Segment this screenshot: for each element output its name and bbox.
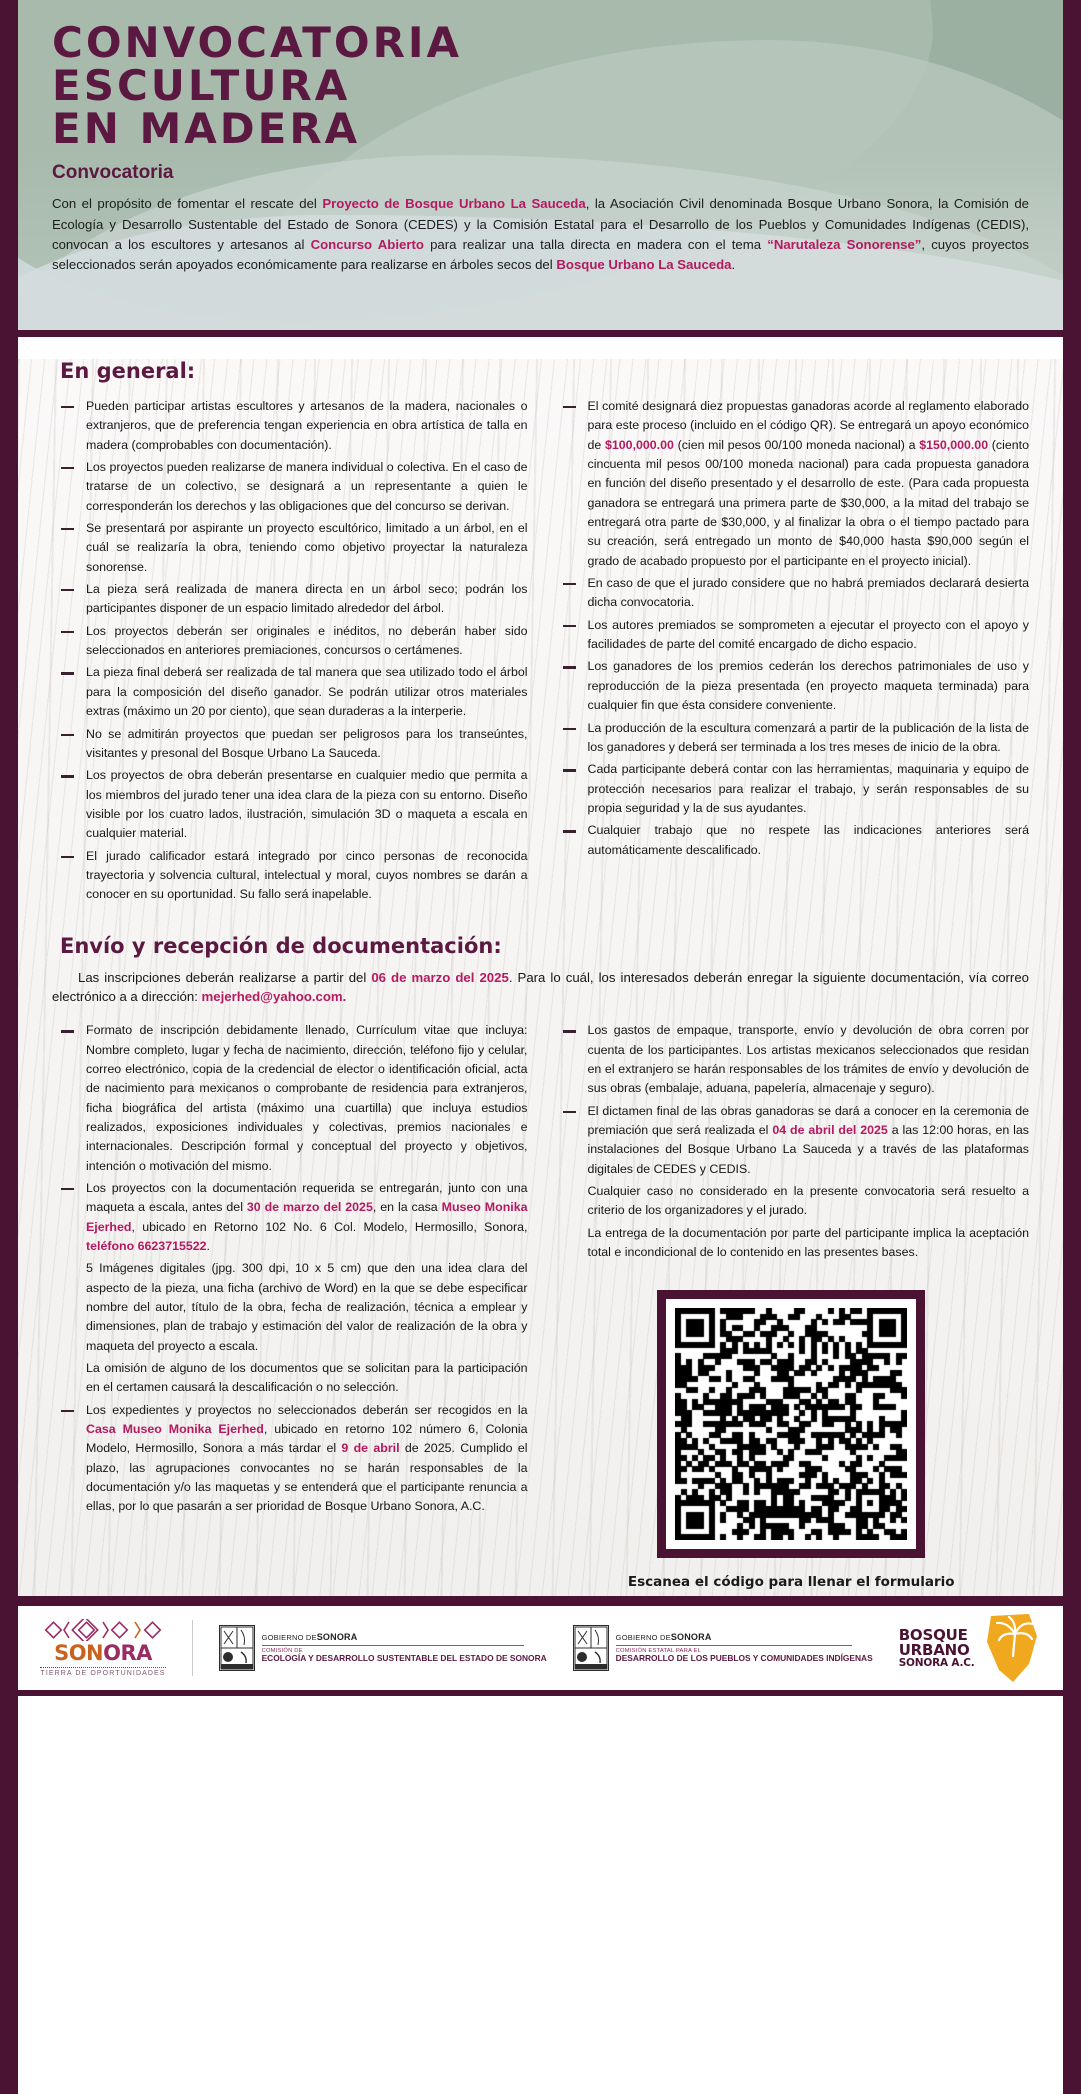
cedis-gobierno-line (616, 1632, 873, 1642)
general-right-column (554, 397, 1030, 908)
sonora-word-b: ORA (103, 1641, 152, 1666)
sonora-map-palm-icon (979, 1612, 1041, 1684)
cedis-name: DESARROLLO DE LOS PUEBLOS Y COMUNIDADES INDÍGENAS (615, 1653, 873, 1664)
list-item (52, 1021, 528, 1176)
bosque-line-3: SONORA A.C. (898, 1657, 975, 1670)
item-text: Se presentará por aspirante un proyecto escultórico, limitado a un árbol, en el cuál se realizaría la obra, teniendo como objetivo proyectar la naturaleza sonorense. (86, 521, 528, 574)
item-text: Los proyectos deberán ser originales e inéditos, no deberán haber sido seleccionados en anteriores premiaciones, concursos o certámenes. (86, 623, 528, 658)
list-item (554, 1021, 1030, 1098)
item-text: En caso de que el jurado considere que no habrá premiados declarará desierta dicha convocatoria. (587, 576, 1029, 610)
envio-right-list (554, 1021, 1030, 1262)
text-run-1: 06 de marzo del 2025 (371, 969, 509, 985)
footer-divider-line-1 (192, 1620, 193, 1676)
sonora-tagline: TIERRA DE OPORTUNIDADES (40, 1667, 165, 1677)
highlight-text: 04 de abril del 2025 (772, 1122, 888, 1137)
intro-paragraph (18, 190, 1063, 286)
text-run-5: “Narutaleza Sonorense” (767, 236, 922, 252)
item-text: La pieza final deberá ser realizada de tal manera que sea utilizado todo el árbol para la composición del diseño ganador. Se podrán utilizar otros materiales extras (máximo un 20 por ciento), que sean duraderas a la interperie. (86, 665, 528, 719)
item-text: El comité designará diez propuestas ganadoras acorde al reglamento elaborado para este proceso (incluido en el código QR). Se entregará un apoyo económico de (587, 399, 1030, 452)
list-item (52, 1259, 528, 1356)
text-run-0: Las inscripciones deberán realizarse a partir del (78, 969, 372, 985)
list-item (554, 719, 1030, 758)
envio-right-column (554, 1021, 1030, 1590)
item-text: La entrega de la documentación por parte del participante implica la aceptación total e incondicional de lo contenido en las presentes bases. (587, 1225, 1029, 1259)
sonora-word-a: SON (54, 1641, 104, 1666)
highlight-text: Casa Museo Monika Ejerhed (86, 1422, 264, 1437)
item-text: No se admitirán proyectos que puedan ser peligrosos para los transeúntes, visitantes y presonal del Bosque Urbano La Sauceda. (86, 726, 528, 760)
list-item (52, 519, 528, 577)
poster-header (18, 0, 1063, 330)
list-item (52, 1359, 528, 1398)
title-line-1: CONVOCATORIA (52, 18, 463, 67)
list-item (52, 725, 528, 764)
item-text: La pieza será realizada de manera directa en un árbol seco; podrán los participantes disponer de un espacio limitado alrededor del árbol. (86, 582, 528, 616)
poster-body (18, 359, 1063, 1596)
item-text: La producción de la escultura comenzará a partir de la publicación de la lista de los ganadores y deberá ser terminada a los tres meses de inicio de la obra. (587, 720, 1029, 754)
highlight-text: Museo Monika Ejerhed (86, 1200, 528, 1234)
item-text: Pueden participar artistas escultores y artesanos de la madera, nacionales o extranjeros, que de preferencia tengan experiencia en obra artística de talla en madera (comprobables con documentación). (86, 399, 528, 452)
list-item (554, 821, 1030, 860)
list-item (554, 574, 1030, 613)
cedes-name: ECOLOGÍA Y DESARROLLO SUSTENTABLE DEL ESTADO DE SONORA (261, 1653, 547, 1664)
qr-frame (657, 1290, 925, 1558)
general-right-list (554, 397, 1030, 860)
list-item (554, 1224, 1030, 1263)
item-text: La omisión de alguno de los documentos que se solicitan para la participación en el certamen causará la descalificación o no selección. (86, 1361, 528, 1395)
page-title (52, 18, 1029, 153)
text-run-4: para realizar una talla directa en madera con el tema (423, 236, 768, 252)
section-title-general: En general: (60, 359, 196, 383)
item-text: de 2025. Cumplido el plazo, las agrupaciones convocantes no se harán responsables de la documentación y/o las maquetas y se entenderá que el participante renuncia a ellas, por lo que pasarán a ser prioridad de Bosque Urbano Sonora, A.C. (86, 1441, 528, 1514)
item-text: , ubicado en retorno 102 número 6, Colonia Modelo, Hermosillo, Sonora a más tardar el (86, 1422, 528, 1456)
text-run-0: Con el propósito de fomentar el rescate del (52, 196, 323, 212)
item-text: (ciento cincuenta mil pesos 00/100 moneda nacional) para cada propuesta ganadora en función del diseño presentado y el desarrollo de este. (Para cada propuesta ganadora se entregará una primera parte de $30,000, a la mitad del trabajo se entregará otra parte de $30,000, y al finalizar la obra o el tiempo pactado para su creación, será entregado un monto de $40,000 hasta $90,000 según el grado de acabado propuesto por el participante en el proyecto inicial). (587, 437, 1029, 568)
list-item (554, 760, 1030, 818)
general-columns (18, 397, 1063, 908)
list-item (52, 766, 528, 843)
item-text: Los autores premiados se somprometen a ejecutar el proyecto con el apoyo y facilidades de parte del comité encargado de dicho espacio. (587, 617, 1029, 652)
qr-block (554, 1290, 1030, 1590)
list-item (52, 397, 528, 455)
highlight-text: 9 de abril (341, 1441, 400, 1456)
footer-logos (18, 1606, 1063, 1690)
item-text: Los proyectos de obra deberán presentarse en cualquier medio que permita a los miembros del jurado tener una idea clara de la pieza con su entorno. Diseño visible por los cuatro lados, ilustración, simulación 3D o maqueta a escala en cualquier material. (86, 768, 528, 841)
footer-divider (18, 1596, 1063, 1606)
item-text: El jurado calificador estará integrado por cinco personas de reconocida trayectoria y solvencia cultural, intelectual y moral, cuyos nombres se darán a conocer en su oportunidad. Su fallo será inapelable. (86, 848, 528, 902)
cedis-kicker: COMISIÓN ESTATAL PARA EL (615, 1647, 702, 1654)
highlight-text: $100,000.00 (605, 437, 674, 452)
text-run-8: . (731, 256, 736, 272)
list-item (554, 1182, 1030, 1221)
envio-intro-paragraph (52, 968, 1029, 1008)
item-text: Los expedientes y proyectos no seleccionados deberán ser recogidos en la (86, 1402, 528, 1417)
logo-sonora (40, 1619, 165, 1677)
envio-left-column (52, 1021, 528, 1590)
list-item (554, 1102, 1030, 1179)
item-text: El dictamen final de las obras ganadoras se dará a conocer en la ceremonia de premiación que será realizada el (587, 1103, 1029, 1137)
cedes-sonora: SONORA (316, 1632, 358, 1643)
highlight-text: teléfono 6623715522 (86, 1238, 207, 1253)
title-line-3: EN MADERA (52, 103, 361, 153)
cedes-de: DE (305, 1633, 317, 1643)
item-text: . (206, 1238, 210, 1253)
envio-left-list (52, 1021, 528, 1517)
cedis-rule (616, 1645, 852, 1646)
logo-bosque-urbano (899, 1612, 1041, 1684)
sonora-coat-of-arms-icon-2 (573, 1625, 609, 1671)
highlight-text: $150,000.00 (919, 437, 989, 452)
text-run-6: , cuyos proyectos seleccionados serán apoyados económicamente para realizarse en árboles secos del (52, 236, 1029, 272)
sonora-diamonds-icon (43, 1619, 163, 1641)
logo-cedis (573, 1625, 873, 1671)
text-run-2: , la Asociación Civil denominada Bosque Urbano Sonora, la Comisión de Ecología y Desarrollo Sustentable del Estado de Sonora (CEDES) y la Comisión Estatal para el Desarrollo de los Pueblos y Comunidades Indígenas (CEDIS), convocan a los escultores y artesanos al (52, 196, 1029, 252)
list-item (52, 847, 528, 905)
item-text: Los proyectos con la documentación requerida se entregarán, junto con una maqueta a escala, antes del (86, 1180, 528, 1215)
text-run-2: . Para lo cuál, los interesados deberán enregar la siguiente documentación, vía correo electrónico a a dirección: (52, 969, 1029, 1005)
logo-cedes (219, 1625, 547, 1671)
cedes-rule (262, 1645, 524, 1646)
section-title-envio: Envío y recepción de documentación: (60, 933, 502, 958)
list-item (52, 622, 528, 661)
list-item (52, 663, 528, 721)
highlight-text: 30 de marzo del 2025 (246, 1200, 373, 1215)
item-text: Los ganadores de los premios cederán los derechos patrimoniales de uso y reproducción de la pieza presentada (en proyecto maqueta terminada) para cualquier fin que ésta considere conveniente. (587, 659, 1029, 713)
item-text: Formato de inscripción debidamente llenado, Currículum vitae que incluya: Nombre completo, lugar y fecha de nacimiento, dirección, teléfono fijo y celular, correo electrónico, copia de la credencial de elector o identificación oficial, acta de nacimiento para mexicanos o comprobante de residencia para extranjeros, ficha biográfica del artista (máximo una cuartilla) que incluya estudios realizados, exposiciones individuales y colectivas, premios nacionales e internacionales. Descripción formal y conceptual del proyecto y objetivos, intención o motivación del mismo. (86, 1023, 528, 1173)
diamond-row-icon (43, 1619, 163, 1641)
list-item (52, 458, 528, 516)
list-item (554, 616, 1030, 655)
item-text: a las 12:00 horas, en las instalaciones del Bosque Urbano La Sauceda y a través de las plataformas digitales de CEDES y CEDIS. (587, 1122, 1029, 1176)
cedis-sonora: SONORA (670, 1632, 712, 1643)
footer-bottom-strip (18, 1690, 1063, 1696)
cedes-kicker: COMISIÓN DE (261, 1647, 303, 1654)
sonora-wordmark (54, 1643, 152, 1664)
item-text: Cada participante deberá contar con las herramientas, maquinaria y equipo de protección necesarios para realizar el trabajo, y serán responsables de su propia seguridad y la de sus ayudantes. (587, 762, 1029, 815)
text-run-3: mejerhed@yahoo.com. (201, 989, 347, 1005)
general-left-list (52, 397, 528, 905)
cedes-gobierno-line (262, 1632, 547, 1642)
general-left-column (52, 397, 528, 908)
list-item (52, 1179, 528, 1256)
qr-code[interactable] (666, 1299, 916, 1549)
text-run-3: Concurso Abierto (310, 236, 424, 252)
cedes-gobierno: GOBIERNO (261, 1633, 304, 1643)
header-subheading: Convocatoria (52, 162, 174, 184)
title-line-2: ESCULTURA (52, 60, 351, 110)
item-text: Los gastos de empaque, transporte, envío y devolución de obra corren por cuenta de los participantes. Los artistas mexicanos seleccionados que residan en el extranjero se harán responsables de los trámites de envío y devolución de sus obras (embalaje, aduana, papelería, almacenaje y seguro). (587, 1023, 1029, 1096)
bosque-line-2: URBANO (898, 1640, 970, 1659)
bosque-wordmark (898, 1625, 975, 1670)
envio-columns (18, 1021, 1063, 1590)
sonora-coat-of-arms-icon (219, 1625, 255, 1671)
qr-caption: Escanea el código para llenar el formulario (627, 1574, 955, 1591)
list-item (554, 657, 1030, 715)
bosque-line-1: BOSQUE (898, 1625, 968, 1644)
item-text: Cualquier caso no considerado en la presente convocatoria será resuelto a criterio de los organizadores y el jurado. (587, 1183, 1029, 1218)
cedis-gobierno: GOBIERNO (615, 1633, 658, 1643)
item-text: 5 Imágenes digitales (jpg. 300 dpi, 10 x 5 cm) que den una idea clara del aspecto de la pieza, una ficha (archivo de Word) en la que se debe especificar nombre del autor, título de la obra, fecha de realización, técnica a emplear y dimensiones, plan de trabajo y estimación del valor de realización de la obra y maqueta del proyecto a escala. (86, 1261, 528, 1353)
list-item (52, 580, 528, 619)
text-run-7: Bosque Urbano La Sauceda (556, 256, 732, 272)
item-text: (cien mil pesos 00/100 moneda nacional) a (673, 437, 920, 452)
item-text: , ubicado en Retorno 102 No. 6 Col. Modelo, Hermosillo, Sonora, (131, 1219, 528, 1234)
list-item (52, 1401, 528, 1517)
list-item (554, 397, 1030, 571)
text-run-1: Proyecto de Bosque Urbano La Sauceda (322, 196, 586, 212)
cedis-de: DE (660, 1633, 671, 1643)
item-text: Cualquier trabajo que no respete las indicaciones anteriores será automáticamente descalificado. (587, 823, 1029, 857)
header-divider (18, 330, 1063, 337)
item-text: , en la casa (372, 1200, 442, 1215)
item-text: Los proyectos pueden realizarse de manera individual o colectiva. En el caso de tratarse de un colectivo, se designará a un representante a quien le corresponderán los derechos y las obligaciones que del concurso se derivan. (86, 460, 528, 513)
